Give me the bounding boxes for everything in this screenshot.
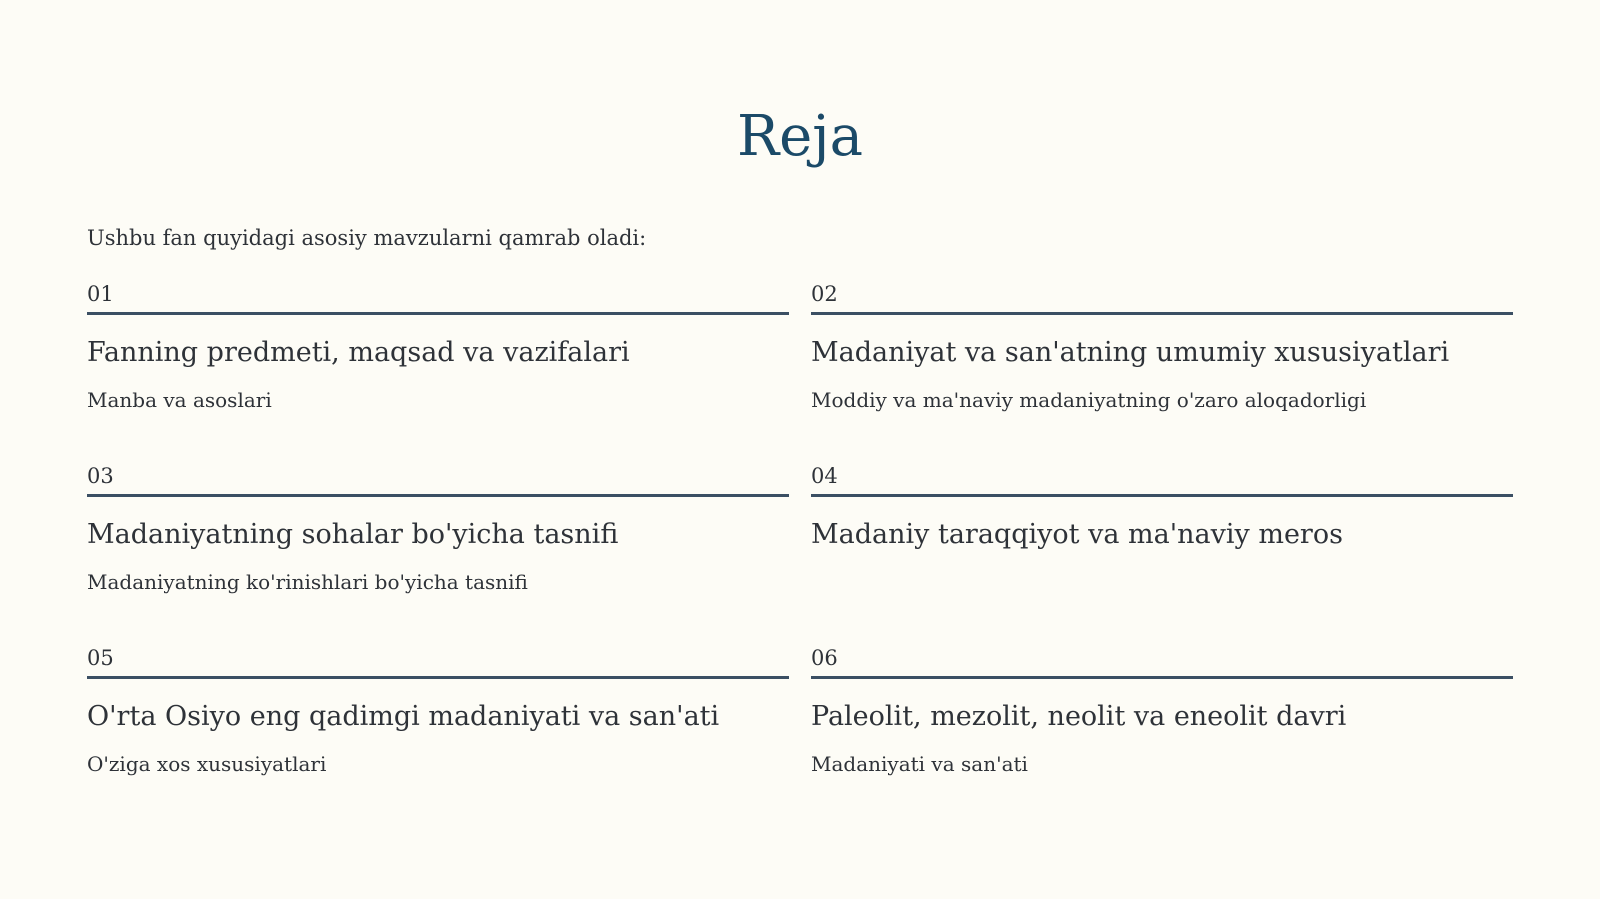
- item-heading: Madaniyatning sohalar bo'yicha tasnifi: [87, 519, 619, 550]
- item-heading: Paleolit, mezolit, neolit va eneolit davri: [811, 701, 1347, 732]
- plan-item-04: [811, 462, 1513, 569]
- item-number: 01: [87, 282, 114, 306]
- item-number: 04: [811, 464, 838, 488]
- item-number: 06: [811, 646, 838, 670]
- item-heading: Madaniyat va san'atning umumiy xususiyatlari: [811, 337, 1450, 368]
- item-subtitle: Madaniyatning ko'rinishlari bo'yicha tasnifi: [87, 570, 528, 594]
- item-number: 02: [811, 282, 838, 306]
- item-divider: [87, 312, 789, 315]
- item-divider: [87, 676, 789, 679]
- item-number: 05: [87, 646, 114, 670]
- plan-item-02: [811, 280, 1513, 413]
- item-subtitle: O'ziga xos xususiyatlari: [87, 752, 327, 776]
- plan-item-06: [811, 644, 1513, 777]
- item-divider: [811, 676, 1513, 679]
- item-divider: [87, 494, 789, 497]
- item-subtitle: Moddiy va ma'naviy madaniyatning o'zaro aloqadorligi: [811, 388, 1367, 412]
- item-subtitle: Madaniyati va san'ati: [811, 752, 1028, 776]
- item-heading: Fanning predmeti, maqsad va vazifalari: [87, 337, 630, 368]
- item-divider: [811, 494, 1513, 497]
- plan-item-03: [87, 462, 789, 595]
- item-subtitle: Manba va asoslari: [87, 388, 272, 412]
- intro-text: Ushbu fan quyidagi asosiy mavzularni qamrab oladi:: [87, 226, 647, 250]
- item-heading: Madaniy taraqqiyot va ma'naviy meros: [811, 519, 1343, 550]
- plan-item-01: [87, 280, 789, 413]
- page-title: Reja: [736, 104, 864, 169]
- item-divider: [811, 312, 1513, 315]
- plan-item-05: [87, 644, 789, 777]
- item-number: 03: [87, 464, 114, 488]
- item-heading: O'rta Osiyo eng qadimgi madaniyati va san'ati: [87, 701, 720, 732]
